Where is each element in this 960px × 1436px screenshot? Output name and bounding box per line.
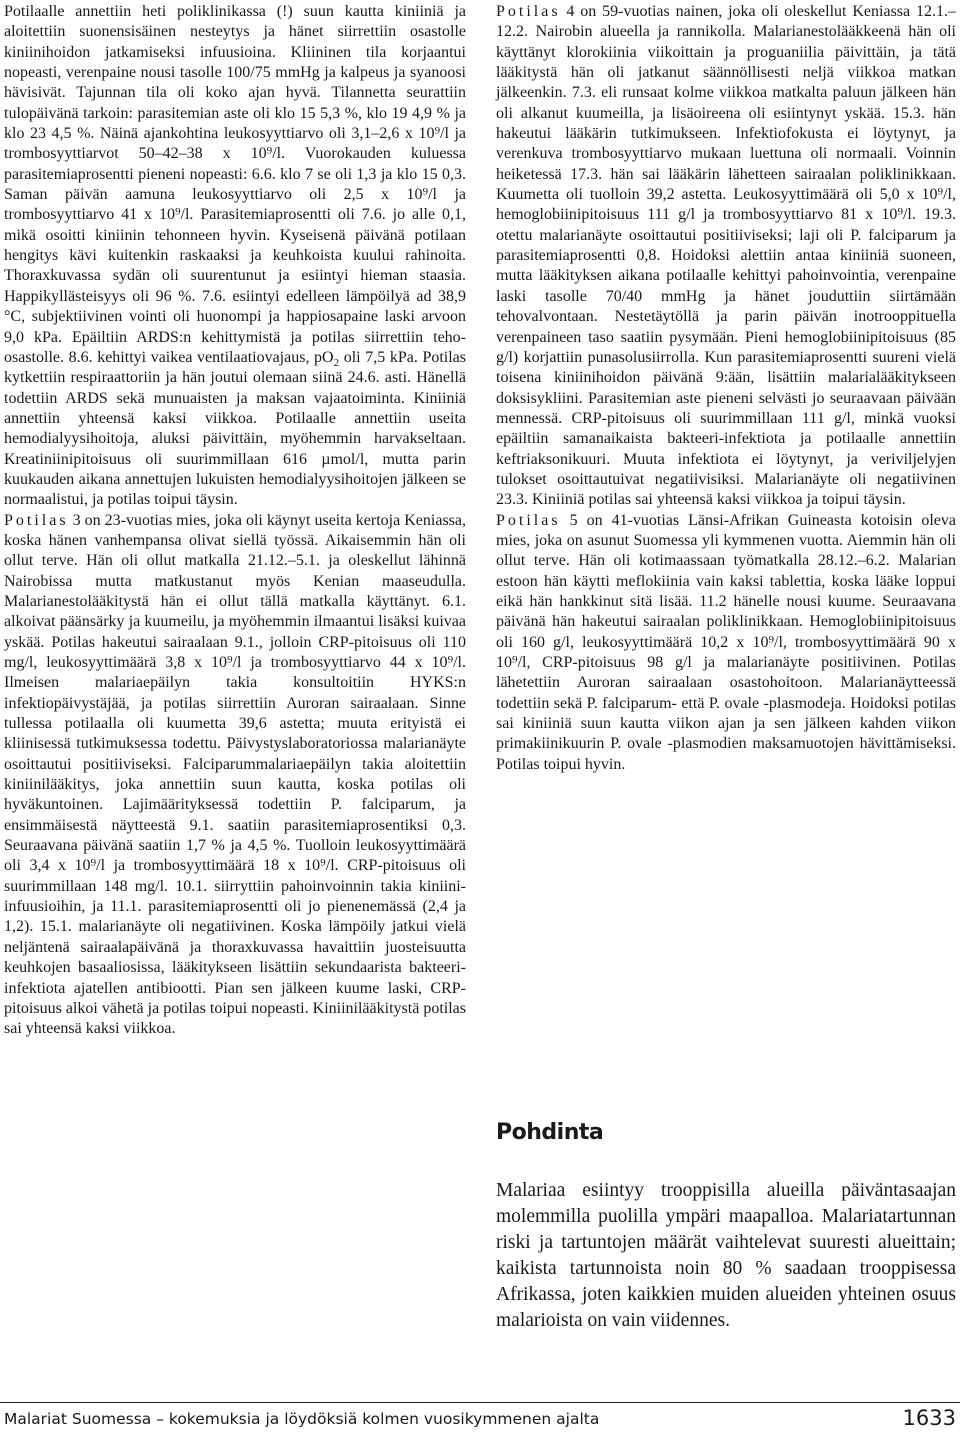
case-4-text: 4 on 59-vuotias nainen, joka oli oleskellut Keniassa 12.1.–12.2. Nairobin alueella ja rannikolla. Malarianestolääkkeenä hän oli käyttänyt klorokiinia viikoittain ja proguaniilia päivittäin, ja tätä lääkitystä hän oli jatkanut säännöllisesti neljä viikkoa matkan jälkeenkin. 7.3. eli runsaat kolme viikkoa matkalta paluun jälkeen hän oli alkanut kuumeilla, ja lisäoireena oli esiintynyt yskää. 15.3. hän hakeutui lääkärin tutkimukseen. Infektiofokusta ei löytynyt, ja verenkuva trombosyyttiarvo mukaan luettuna oli normaali. Voinnin heiketessä 17.3. hän sai lääkärin lähetteen sairaalan poliklinikkaan. Kuumetta oli tuolloin 39,2 astetta. Leukosyyttimäärä oli 5,0 x 10⁹/l, hemoglobiinipitoisuus 111 g/l ja trombosyyttiarvo 81 x 10⁹/l. 19.3. otettu malarianäyte osoittautui positiiviseksi; laji oli P. falciparum ja parasitemiaprosentti 0,8. Hoidoksi alettiin antaa kiniiniä suoneen, mutta lääkityksen aikana potilaalle kehittyi pahoinvointia, verenpaine laski tasolle 70/40 mmHg ja hänet jouduttiin siirtämään tehovalvontaan. Nestetäytöllä ja parin päivän inotrooppituella verenpaineen taso saatiin pysymään. Pieni hemoglobiinipitoisuus (85 g/l) korjattiin punasolusiirrolla. Kun parasitemiaprosentti suureni vielä toisena kiniinihoidon päivänä 9:ään, lisättiin malarialääkitykseen doksisykliini. Parasitemian aste pieneni selvästi jo seuraavaan päivään mennessä. CRP-pitoisuus oli suurimmillaan 111 g/l, minkä vuoksi epäiltiin samanaikaista bakteeri-infektiota ja potilaalle annettiin keftriaksonikuuri. Muuta infektiota ei löytynyt, ja veriviljelyjen tulokset osoittautuivat negatiivisiksi. Malarianäyte oli negatiivinen 23.3. Kiniiniä potilas sai yhteensä kaksi viikkoa ja toipui täysin. bbox=[496, 3, 956, 509]
case-3-paragraph bbox=[4, 511, 466, 1040]
case-5-paragraph bbox=[496, 511, 956, 775]
footer-rule bbox=[0, 1402, 960, 1403]
page-number: 1633 bbox=[902, 1406, 956, 1430]
case-3-text: 3 on 23-vuotias mies, joka oli käynyt useita kertoja Keniassa, koska hänen vanhempansa olivat siellä työssä. Aikaisemmin hän oli ollut terve. Hän oli ollut matkalla 21.12.–5.1. ja oleskellut lähinnä Nairobissa mutta matkustanut myös Kenian maaseudulla. Malarianestolääkitystä hän ei ollut tällä matkalla käyttänyt. 6.1. alkoivat päänsärky ja kuumeilu, ja myöhemmin ilmaantui lisäksi kuivaa yskää. Potilas hakeutui sairaalaan 9.1., jolloin CRP-pitoisuus oli 110 mg/l, leukosyyttimäärä 3,8 x 10⁹/l ja trombosyyttiarvo 44 x 10⁹/l. Ilmeisen malariaepäilyn takia konsultoitiin HYKS:n infektiopäivystäjää, ja potilas siirrettiin Auroran sairaalaan. Sinne tullessa potilaalla oli kuumetta 39,6 astetta; muuta erityistä ei kliinisessä tutkimuksessa todettu. Päivystyslaboratoriossa malarianäyte osoittautui positiiviseksi. Falciparummalariaepäilyn takia aloitettiin kiniinilääkitys, joka annettiin suun kautta, koska potilas oli hyväkuntoinen. Lajimäärityksessä todettiin P. falciparum, ja ensimmäisestä näytteestä 9.1. saatiin parasitemiaprosentiksi 0,3. Seuraavana päivänä saatiin 1,7 % ja 4,5 %. Tuolloin leukosyyttimäärä oli 3,4 x 10⁹/l ja trombosyyttimäärä 18 x 10⁹/l. CRP-pitoisuus oli suurimmillaan 148 mg/l. 10.1. siirryttiin pahoinvoinnin takia kiniini-infuusioihin, ja 11.1. parasitemiaprosentti oli jo pienenemässä (2,4 ja 1,2). 15.1. malarianäyte oli negatiivinen. Koska lämpöily jatkui vielä neljäntenä sairaalapäivänä ja thoraxkuvassa havaittiin juosteisuutta keuhkojen basaaliosissa, lääkitykseen lisättiin sekundaarista bakteeri-infektiota ajatellen antibiootti. Pian sen jälkeen kuume laski, CRP-pitoisuus alkoi vähetä ja potilas toipui nopeasti. Kiniinilääkitystä potilas sai yhteensä kaksi viikkoa. bbox=[4, 511, 466, 1038]
case-2-continuation bbox=[4, 2, 466, 511]
case-4-label: Potilas bbox=[496, 3, 561, 20]
case-3-label: Potilas bbox=[4, 511, 69, 529]
running-title: Malariat Suomessa – kokemuksia ja löydöksiä kolmen vuosikymmenen ajalta bbox=[4, 1410, 600, 1428]
po2-subscript: 2 bbox=[333, 357, 340, 370]
right-column bbox=[496, 2, 956, 775]
case-2-text: Potilaalle annettiin heti poliklinikassa (!) suun kautta kiniiniä ja aloitettiin suonensisäinen nesteytys ja hänet siirrettiin osastolle kiniinihoidon jatkamiseksi infuusioina. Kliininen tila korjaantui nopeasti, verenpaine nousi tasolle 100/75 mmHg ja kalpeus ja syanoosi hävisivät. Tajunnan tila oli koko ajan hyvä. Tilannetta seurattiin tulopäivänä tarkoin: parasitemian aste oli klo 15 5,3 %, klo 19 4,9 % ja klo 23 4,5 %. Näinä ajankohtina leukosyyttiarvo oli 3,1–2,6 x 10⁹/l ja trombosyyttiarvot 50–42–38 x 10⁹/l. Vuorokauden kuluessa parasitemiaprosentti pieneni nopeasti: 6.6. klo 7 se oli 1,3 ja klo 15 0,3. Saman päivän aamuna leukosyyttiarvo oli 2,5 x 10⁹/l ja trombosyyttiarvo 41 x 10⁹/l. Parasitemiaprosentti oli 7.6. jo alle 0,1, mikä osoitti kiniinin tehonneen hyvin. Kyseisenä päivänä potilaan hengitys kävi kuitenkin raskaaksi ja keuhkoista kuului rahinoita. Thoraxkuvassa sydän oli suurentunut ja esiintyi hieman staasia. Happikyllästeisyys oli 96 %. 7.6. esiintyi edelleen lämpöilyä ad 38,9 °C, subjektiivinen vointi oli huonompi ja happiosapaine laski arvoon 9,0 kPa. Epäiltiin ARDS:n kehittymistä ja potilas siirrettiin teho-osastolle. 8.6. kehittyi vaikea ventilaatiovajaus, pO bbox=[4, 3, 466, 366]
left-column bbox=[4, 2, 466, 1040]
section-heading: Pohdinta bbox=[496, 1120, 604, 1145]
case-4-paragraph bbox=[496, 2, 956, 511]
case-5-label: Potilas bbox=[496, 511, 561, 529]
case-2-text-tail: oli 7,5 kPa. Potilas kytkettiin respiraattoriin ja hän joutui olemaan siinä 24.6. asti. Hänellä todettiin ARDS sekä munuaisten ja maksan vajaatoiminta. Kiniiniä annettiin yhteensä kaksi viikkoa. Potilaalle annettiin useita hemodialyysihoitoja, aluksi päivittäin, myöhemmin harvakseltaan. Kreatiniinipitoisuus oli suurimmillaan 616 µmol/l, mutta parin kuukauden aikana annettujen lukuisten hemodialyysihoitojen jälkeen se normaalistui, ja potilas toipui täysin. bbox=[4, 348, 467, 509]
case-5-text: 5 on 41-vuotias Länsi-Afrikan Guineasta kotoisin oleva mies, joka on asunut Suomessa yli kymmenen vuotta. Aiemmin hän oli ollut terve. Hän oli kotimaassaan työmatkalla 28.12.–6.2. Malarian estoon hän käytti meflokiinia vain kaksi tablettia, koska lääke loppui eikä hän hankkinut sitä lisää. 11.2 hänelle nousi kuume. Seuraavana päivänä hän hakeutui sairaalan poliklinikkaan. Hemoglobiinipitoisuus oli 160 g/l, leukosyyttimäärä 10,2 x 10⁹/l, trombosyyttimäärä 90 x 10⁹/l, CRP-pitoisuus 98 g/l ja malarianäyte positiivinen. Potilas lähetettiin Auroran sairaalaan osastohoitoon. Malarianäytteessä todettiin sekä P. falciparum- että P. ovale -plasmodeja. Hoidoksi potilas sai kiniiniä suun kautta viikon ajan ja sen jälkeen kahden viikon primakiinikuurin P. ovale -plasmodien maksamuotojen hävittämiseksi. Potilas toipui hyvin. bbox=[496, 511, 956, 773]
section-lead-paragraph: Malariaa esiintyy trooppisilla alueilla päiväntasaajan molemmilla puolilla ympäri maapalloa. Malariatartunnan riski ja tartuntojen määrät vaihtelevat suuresti alueittain; kaikista tartunnoista noin 80 % saadaan trooppisessa Afrikassa, joten kaikkien muiden alueiden yhteinen osuus malarioista on vain viidennes. bbox=[496, 1180, 956, 1331]
